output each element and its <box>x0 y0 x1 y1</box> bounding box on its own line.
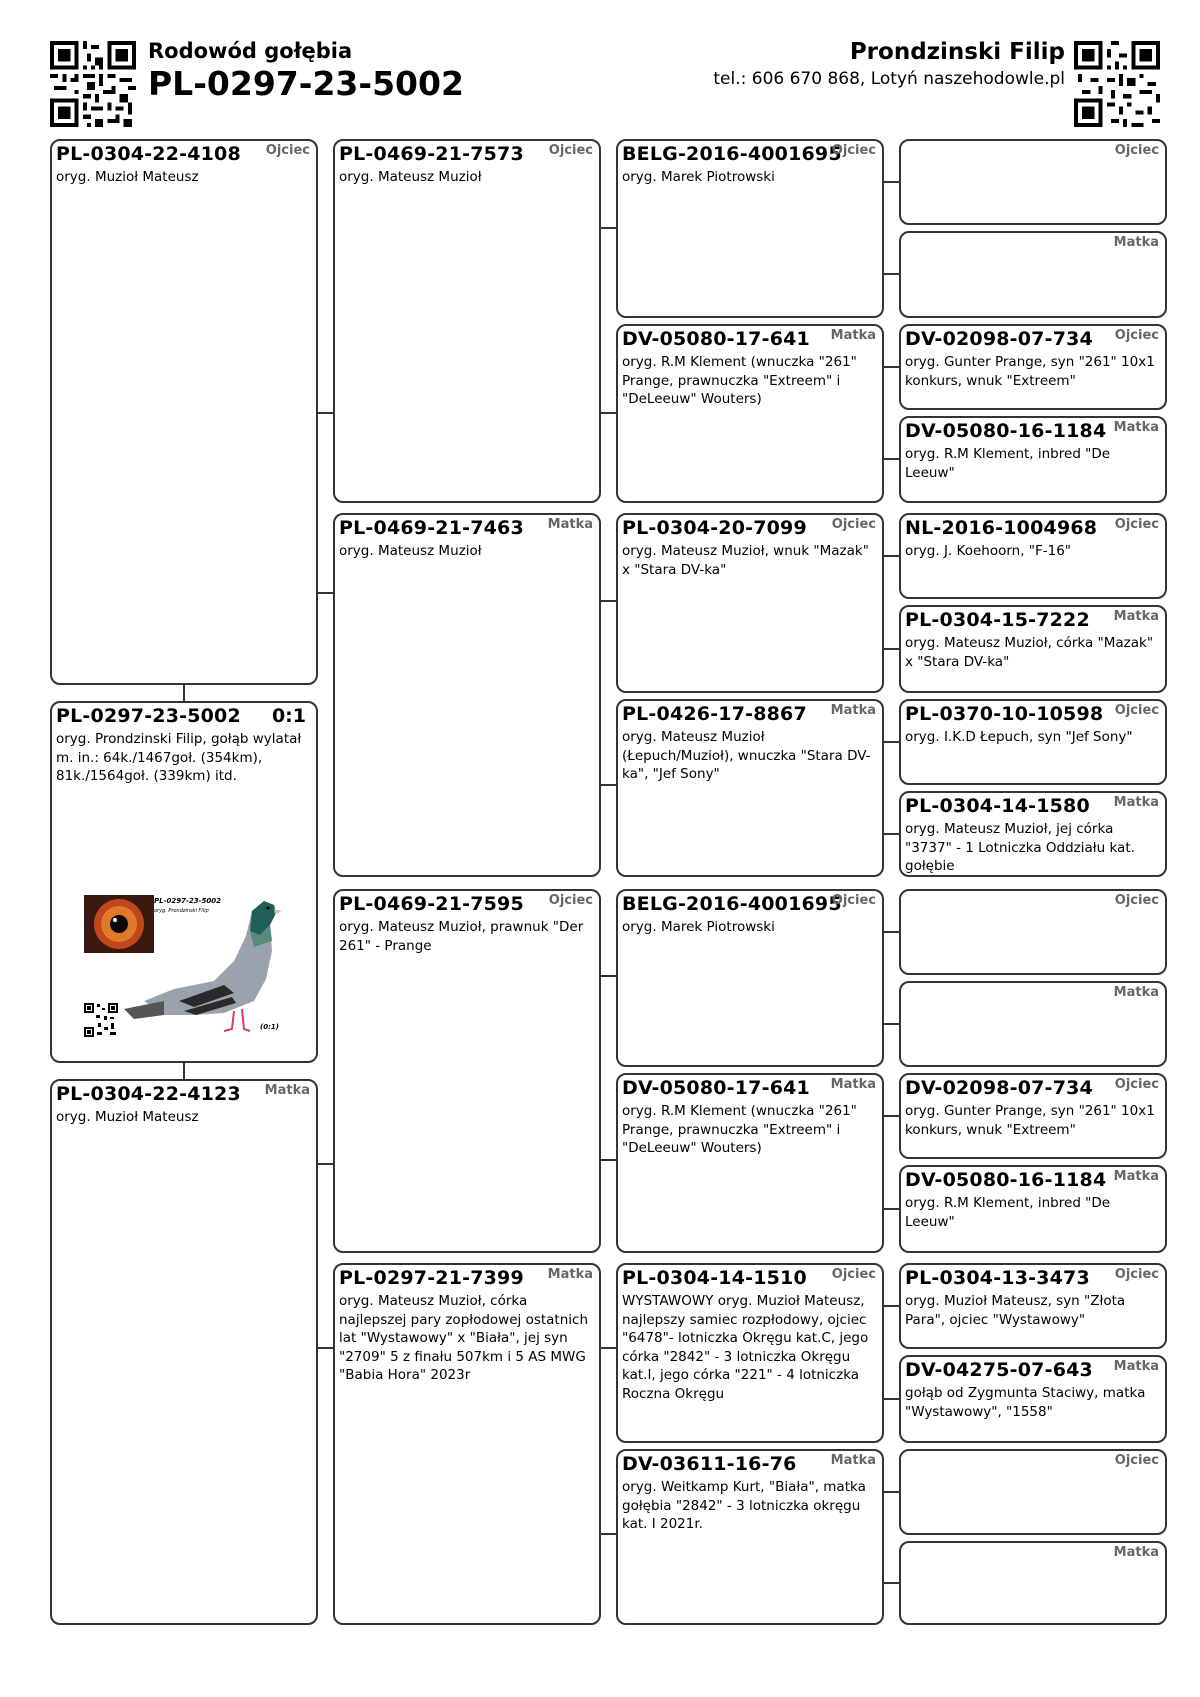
small-qr-code <box>84 1003 118 1037</box>
ring-number: DV-05080-17-641 <box>622 328 810 350</box>
ring-number: DV-02098-07-734 <box>905 1077 1093 1099</box>
ring-number: BELG-2016-4001695 <box>622 143 842 165</box>
role-label: Ojciec <box>831 143 876 158</box>
pedigree-card-gen3 <box>616 324 884 503</box>
pedigree-card-gen3 <box>616 1263 884 1443</box>
pedigree-card-gen3 <box>616 699 884 877</box>
description: oryg. I.K.D Łepuch, syn "Jef Sony" <box>905 729 1133 745</box>
description: oryg. Mateusz Muzioł <box>339 169 482 185</box>
connector-line <box>183 1063 185 1079</box>
document-title: Rodowód gołębia <box>148 39 353 63</box>
connector-line <box>601 412 616 414</box>
breeder-contact: tel.: 606 670 868, Lotyń naszehodowle.pl <box>713 69 1065 89</box>
photo-score-label: (0:1) <box>260 1023 279 1031</box>
connector-line <box>601 975 616 977</box>
ring-number: PL-0304-13-3473 <box>905 1267 1090 1289</box>
pedigree-card-gen3 <box>616 1449 884 1625</box>
description: oryg. R.M Klement (wnuczka "261" Prange, prawnuczka "Extreem" i "DeLeeuw" Wouters) <box>622 354 857 407</box>
ring-number: DV-02098-07-734 <box>905 328 1093 350</box>
pedigree-card-gen4 <box>899 513 1167 599</box>
ring-number: BELG-2016-4001695 <box>622 893 842 915</box>
description: gołąb od Zygmunta Staciwy, matka "Wystawowy", "1558" <box>905 1385 1146 1420</box>
pedigree-card-gen4 <box>899 1541 1167 1625</box>
role-label: Ojciec <box>548 143 593 158</box>
pedigree-card-gen4 <box>899 889 1167 975</box>
role-label: Matka <box>547 517 593 532</box>
role-label: Matka <box>830 1077 876 1092</box>
ring-number: DV-03611-16-76 <box>622 1453 797 1475</box>
score-badge: 0:1 <box>271 705 306 727</box>
description: WYSTAWOWY oryg. Muzioł Mateusz, najlepszy samiec rozpłodowy, ojciec "6478"- lotniczka Okręgu kat.C, jego córka "2842" - 3 lotniczka Okręgu kat.I, jego córka "221" - 4 lotniczka Roczna Okręgu <box>622 1293 869 1402</box>
ring-number: PL-0304-14-1580 <box>905 795 1090 817</box>
pedigree-card-gen4 <box>899 231 1167 318</box>
connector-line <box>884 1023 899 1025</box>
role-label: Ojciec <box>831 1267 876 1282</box>
connector-line <box>884 648 899 650</box>
role-label: Matka <box>547 1267 593 1282</box>
connector-line <box>884 1208 899 1210</box>
connector-line <box>318 1163 333 1165</box>
role-label: Matka <box>1113 1545 1159 1560</box>
ring-number: PL-0304-14-1510 <box>622 1267 807 1289</box>
breeder-name: Prondzinski Filip <box>849 39 1065 65</box>
ring-number: PL-0304-22-4123 <box>56 1083 241 1105</box>
connector-line <box>884 741 899 743</box>
connector-line <box>183 685 185 701</box>
role-label: Matka <box>830 328 876 343</box>
role-label: Matka <box>1113 1359 1159 1374</box>
ring-number: DV-05080-17-641 <box>622 1077 810 1099</box>
connector-line <box>884 1115 899 1117</box>
role-label: Ojciec <box>1114 1453 1159 1468</box>
connector-line <box>884 458 899 460</box>
pedigree-card-gen4 <box>899 139 1167 225</box>
pedigree-card-gen4 <box>899 1449 1167 1535</box>
connector-line <box>884 366 899 368</box>
ring-number: PL-0304-20-7099 <box>622 517 807 539</box>
pedigree-card-gen3 <box>616 1073 884 1253</box>
connector-line <box>884 273 899 275</box>
pedigree-card-gen4 <box>899 699 1167 785</box>
pedigree-card-gen2 <box>333 889 601 1253</box>
description: oryg. Prondzinski Filip, gołąb wylatał m. in.: 64k./1467goł. (354km), 81k./1564goł. (339km) itd. <box>56 731 302 784</box>
qr-code-right <box>1074 41 1160 127</box>
description: oryg. Mateusz Muzioł, córka "Mazak" x "Stara DV-ka" <box>905 635 1154 670</box>
ring-number: PL-0469-21-7463 <box>339 517 524 539</box>
pedigree-card-gen2 <box>333 1263 601 1625</box>
description: oryg. R.M Klement, inbred "De Leeuw" <box>905 1195 1111 1230</box>
pedigree-card-mother <box>50 1079 318 1625</box>
connector-line <box>601 784 616 786</box>
eye-image <box>84 895 154 953</box>
photo-ring-label: PL-0297-23-5002 <box>154 897 222 905</box>
description: oryg. Muzioł Mateusz, syn "Złota Para", ojciec "Wystawowy" <box>905 1293 1126 1328</box>
pedigree-card-gen2 <box>333 513 601 877</box>
connector-line <box>884 833 899 835</box>
connector-line <box>884 1305 899 1307</box>
connector-line <box>318 412 333 414</box>
connector-line <box>884 181 899 183</box>
pedigree-card-gen4 <box>899 324 1167 410</box>
connector-line <box>884 1398 899 1400</box>
description: oryg. Mateusz Muzioł, córka najlepszej pary zopłodowej ostatnich lat "Wystawowy" x "Biała", jej syn "2709" 5 z finału 507km i 5 AS MWG "Babia Hora" 2023r <box>339 1293 589 1383</box>
ring-number: PL-0304-22-4108 <box>56 143 241 165</box>
description: oryg. Mateusz Muzioł (Łepuch/Muzioł), wnuczka "Stara DV-ka", "Jef Sony" <box>622 729 871 782</box>
description: oryg. Mateusz Muzioł <box>339 543 482 559</box>
role-label: Ojciec <box>1114 703 1159 718</box>
connector-line <box>601 1533 616 1535</box>
pedigree-card-gen4 <box>899 1263 1167 1349</box>
ring-number: DV-04275-07-643 <box>905 1359 1093 1381</box>
description: oryg. Mateusz Muzioł, jej córka "3737" - 1 Lotniczka Oddziału kat. gołębie <box>905 821 1135 874</box>
description: oryg. Gunter Prange, syn "261" 10x1 konkurs, wnuk "Extreem" <box>905 354 1155 389</box>
connector-line <box>884 931 899 933</box>
connector-line <box>884 1582 899 1584</box>
ring-number: NL-2016-1004968 <box>905 517 1098 539</box>
pedigree-card-gen4 <box>899 416 1167 503</box>
ring-number: PL-0469-21-7573 <box>339 143 524 165</box>
connector-line <box>601 600 616 602</box>
pedigree-card-gen3 <box>616 889 884 1067</box>
role-label: Ojciec <box>1114 893 1159 908</box>
description: oryg. Gunter Prange, syn "261" 10x1 konkurs, wnuk "Extreem" <box>905 1103 1155 1138</box>
role-label: Matka <box>1113 235 1159 250</box>
role-label: Matka <box>1113 795 1159 810</box>
role-label: Ojciec <box>1114 1267 1159 1282</box>
pedigree-card-gen4 <box>899 981 1167 1067</box>
connector-line <box>601 227 616 229</box>
description: oryg. Muzioł Mateusz <box>56 1109 199 1125</box>
role-label: Ojciec <box>1114 143 1159 158</box>
ring-number: PL-0469-21-7595 <box>339 893 524 915</box>
pedigree-card-gen3 <box>616 139 884 318</box>
ring-number: PL-0297-23-5002 <box>56 705 241 727</box>
role-label: Matka <box>264 1083 310 1098</box>
description: oryg. Mateusz Muzioł, wnuk "Mazak" x "Stara DV-ka" <box>622 543 869 578</box>
role-label: Matka <box>1113 1169 1159 1184</box>
role-label: Matka <box>830 703 876 718</box>
pigeon-photo <box>84 891 284 1045</box>
pedigree-card-gen4 <box>899 791 1167 877</box>
ring-number: PL-0426-17-8867 <box>622 703 807 725</box>
description: oryg. J. Koehoorn, "F-16" <box>905 543 1072 559</box>
role-label: Ojciec <box>1114 517 1159 532</box>
role-label: Matka <box>1113 985 1159 1000</box>
connector-line <box>318 1347 333 1349</box>
connector-line <box>601 1347 616 1349</box>
role-label: Matka <box>1113 609 1159 624</box>
role-label: Ojciec <box>265 143 310 158</box>
description: oryg. Weitkamp Kurt, "Biała", matka gołębia "2842" - 3 lotniczka okręgu kat. I 2021r. <box>622 1479 866 1532</box>
connector-line <box>884 555 899 557</box>
pedigree-card-gen3 <box>616 513 884 693</box>
role-label: Ojciec <box>1114 328 1159 343</box>
qr-code-left <box>50 41 136 127</box>
pedigree-card-gen4 <box>899 1355 1167 1443</box>
main-ring-number: PL-0297-23-5002 <box>148 64 464 103</box>
pedigree-card-gen4 <box>899 1073 1167 1159</box>
description: oryg. R.M Klement (wnuczka "261" Prange, prawnuczka "Extreem" i "DeLeeuw" Wouters) <box>622 1103 857 1156</box>
role-label: Matka <box>1113 420 1159 435</box>
pedigree-card-gen4 <box>899 1165 1167 1253</box>
ring-number: DV-05080-16-1184 <box>905 420 1107 442</box>
description: oryg. Marek Piotrowski <box>622 169 775 185</box>
description: oryg. R.M Klement, inbred "De Leeuw" <box>905 446 1111 481</box>
connector-line <box>884 1491 899 1493</box>
ring-number: PL-0297-21-7399 <box>339 1267 524 1289</box>
description: oryg. Marek Piotrowski <box>622 919 775 935</box>
connector-line <box>601 1159 616 1161</box>
description: oryg. Muzioł Mateusz <box>56 169 199 185</box>
role-label: Ojciec <box>548 893 593 908</box>
pedigree-card-father <box>50 139 318 685</box>
pedigree-card-gen4 <box>899 605 1167 693</box>
pedigree-card-gen2 <box>333 139 601 503</box>
role-label: Ojciec <box>1114 1077 1159 1092</box>
ring-number: PL-0370-10-10598 <box>905 703 1104 725</box>
photo-breeder-label: oryg. Prondzinski Filip <box>154 908 209 914</box>
ring-number: DV-05080-16-1184 <box>905 1169 1107 1191</box>
connector-line <box>318 592 333 594</box>
role-label: Ojciec <box>831 893 876 908</box>
description: oryg. Mateusz Muzioł, prawnuk "Der 261" - Prange <box>339 919 584 954</box>
role-label: Ojciec <box>831 517 876 532</box>
ring-number: PL-0304-15-7222 <box>905 609 1090 631</box>
role-label: Matka <box>830 1453 876 1468</box>
